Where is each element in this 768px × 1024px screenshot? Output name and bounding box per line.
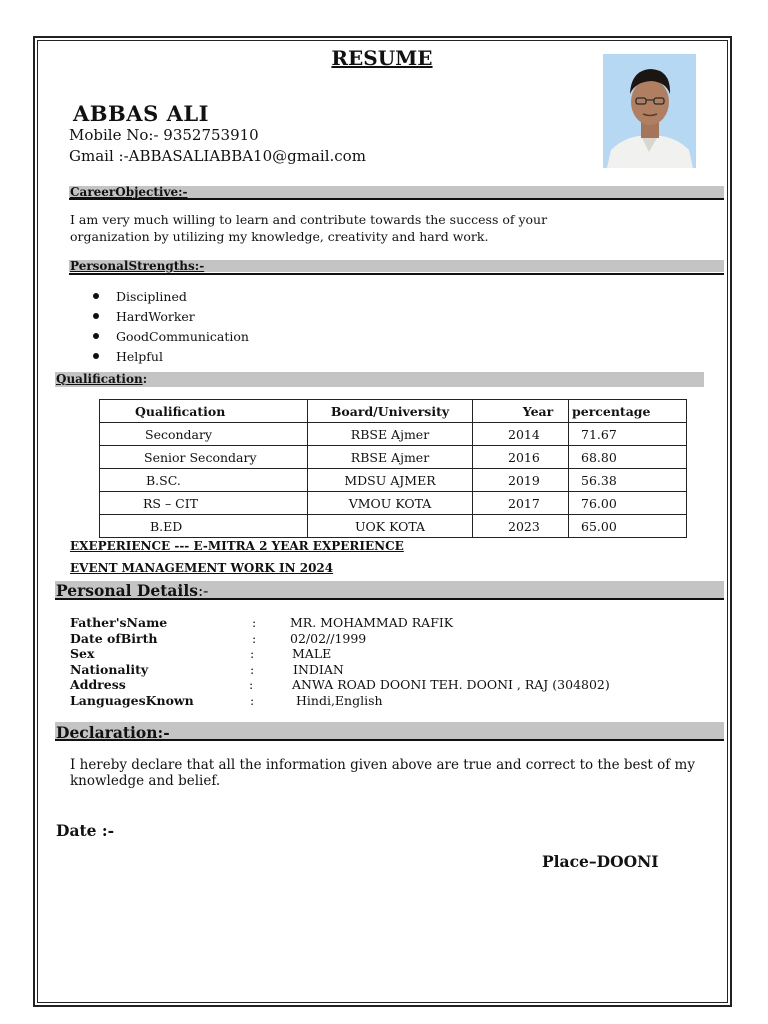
bullet-icon [93,313,99,319]
declaration-heading: Declaration:- [56,723,170,742]
qualification-heading [56,372,147,386]
gmail-address: Gmail :-ABBASALIABBA10@gmail.com [69,147,366,165]
field-value: INDIAN [293,662,344,677]
table-cell: 2017 [473,492,569,515]
field-label: Address [70,677,126,692]
table-row [100,423,687,446]
strengths-heading: PersonalStrengths:- [70,259,205,273]
field-value: ANWA ROAD DOONI TEH. DOONI , RAJ (304802) [292,677,610,692]
qualification-table [99,399,687,538]
place-label: Place–DOONI [542,852,659,871]
table-cell: 2023 [473,515,569,538]
table-cell: B.SC. [100,469,308,492]
strength-item: HardWorker [116,309,195,324]
qualification-band [55,372,704,387]
strengths-rule [69,273,724,275]
field-label: Father'sName [70,615,168,630]
bullet-icon [93,353,99,359]
column-header: Board/University [308,400,473,423]
career-objective-heading: CareerObjective:- [70,185,188,199]
field-separator: : [249,677,254,692]
table-cell: B.ED [100,515,308,538]
date-label: Date :- [56,821,115,840]
table-cell: RBSE Ajmer [308,446,473,469]
field-separator: : [250,662,255,677]
personal-details-heading [56,581,208,600]
table-cell: 65.00 [569,515,687,538]
table-cell: 71.67 [569,423,687,446]
table-row [100,446,687,469]
table-cell: UOK KOTA [308,515,473,538]
table-cell: 68.80 [569,446,687,469]
mobile-number: Mobile No:- 9352753910 [69,126,259,144]
column-header: Year [473,400,569,423]
table-cell: RS – CIT [100,492,308,515]
career-objective-line-1: I am very much willing to learn and contribute towards the success of your [70,212,548,227]
field-value: MALE [292,646,332,661]
resume-title: RESUME [331,46,433,70]
field-value: Hindi,English [296,693,383,708]
bullet-icon [93,333,99,339]
field-separator: : [250,693,255,708]
field-separator: : [252,631,257,646]
field-separator: : [250,646,255,661]
field-label: LanguagesKnown [70,693,194,708]
table-row [100,515,687,538]
qualification-heading-text: Qualification [56,372,143,386]
column-header: Qualification [100,400,308,423]
table-row [100,469,687,492]
table-cell: Secondary [100,423,308,446]
experience-line-1: EXEPERIENCE --- E-MITRA 2 YEAR EXPERIENCE [70,539,404,553]
table-cell: 76.00 [569,492,687,515]
table-cell: 2014 [473,423,569,446]
table-cell: 2019 [473,469,569,492]
strength-item: Helpful [116,349,163,364]
profile-photo [603,54,696,168]
table-cell: RBSE Ajmer [308,423,473,446]
table-header-row [100,400,687,423]
table-cell: 56.38 [569,469,687,492]
field-value: 02/02//1999 [290,631,367,646]
field-label: Date ofBirth [70,631,158,646]
table-cell: VMOU KOTA [308,492,473,515]
qualification-heading-colon: : [142,372,148,386]
field-separator: : [252,615,257,630]
table-cell: 2016 [473,446,569,469]
experience-line-2: EVENT MANAGEMENT WORK IN 2024 [70,561,334,575]
declaration-line-1: I hereby declare that all the information given above are true and correct to the best of my [70,757,695,773]
strength-item: Disciplined [116,289,187,304]
column-header: percentage [569,400,687,423]
table-cell: Senior Secondary [100,446,308,469]
bullet-icon [93,293,99,299]
career-objective-line-2: organization by utilizing my knowledge, creativity and hard work. [70,229,489,244]
declaration-line-2: knowledge and belief. [70,773,221,789]
personal-details-heading-suffix: :- [197,582,209,600]
table-cell: MDSU AJMER [308,469,473,492]
personal-details-heading-text: Personal Details [56,581,198,600]
field-label: Nationality [70,662,149,677]
field-value: MR. MOHAMMAD RAFIK [290,615,454,630]
candidate-name: ABBAS ALI [73,101,209,126]
table-row [100,492,687,515]
strength-item: GoodCommunication [116,329,249,344]
field-label: Sex [70,646,95,661]
person-photo-icon [603,54,696,168]
